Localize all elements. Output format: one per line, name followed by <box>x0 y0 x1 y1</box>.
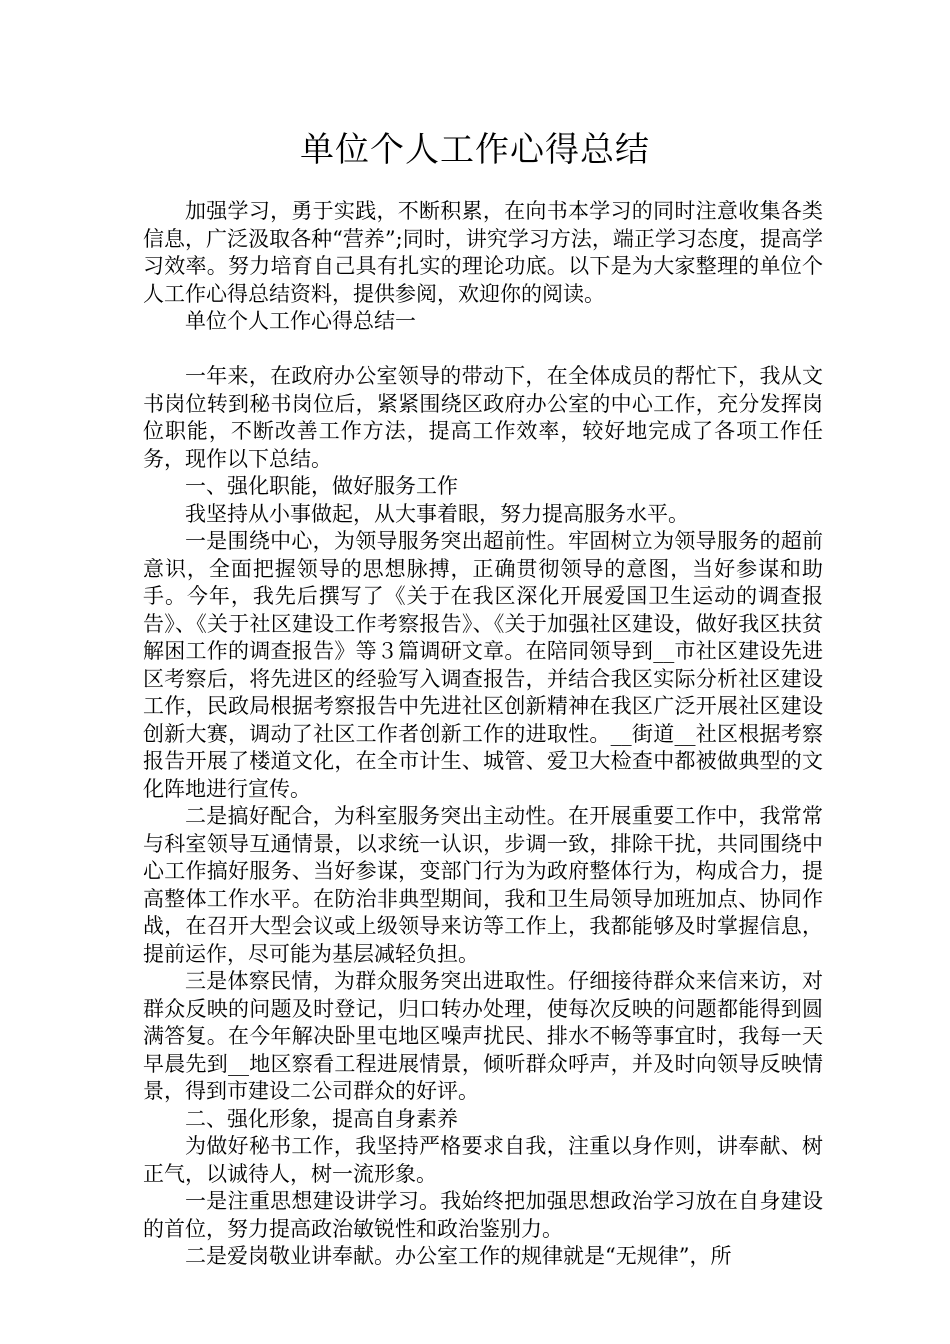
paragraph-secretary-requirements: 为做好秘书工作，我坚持严格要求自我，注重以身作则，讲奉献、树正气，以诚待人，树一流形象。 <box>143 1134 823 1186</box>
document-body <box>143 198 823 1271</box>
paragraph-overview: 一年来，在政府办公室领导的带动下，在全体成员的帮忙下，我从文书岗位转到秘书岗位后，紧紧围绕区政府办公室的中心工作，充分发挥岗位职能，不断改善工作方法，提高工作效率，较好地完成了各项工作任务，现作以下总结。 <box>143 364 823 471</box>
section-heading-part-one: 单位个人工作心得总结一 <box>185 309 416 333</box>
paragraph-ideological-study: 一是注重思想建设讲学习。我始终把加强思想政治学习放在自身建设的首位，努力提高政治敏锐性和政治鉴别力。 <box>143 1189 823 1241</box>
paragraph-service-level: 我坚持从小事做起，从大事着眼，努力提高服务水平。 <box>185 501 689 526</box>
section-heading-strengthen-image: 二、强化形象，提高自身素养 <box>185 1106 458 1131</box>
paragraph-third-point: 三是体察民情，为群众服务突出进取性。仔细接待群众来信来访，对群众反映的问题及时登记，归口转办处理，使每次反映的问题都能得到圆满答复。在今年解决卧里屯地区噪声扰民、排水不畅等事宜时，我每一天早晨先到__地区察看工程进展情景，倾听群众呼声，并及时向领导反映情景，得到市建设二公司群众的好评。 <box>143 969 823 1103</box>
paragraph-first-point: 一是围绕中心，为领导服务突出超前性。牢固树立为领导服务的超前意识，全面把握领导的思想脉搏，正确贯彻领导的意图，当好参谋和助手。今年，我先后撰写了《关于在我区深化开展爱国卫生运动的调查报告》、《关于社区建设工作考察报告》、《关于加强社区建设，做好我区扶贫解困工作的调查报告》等３篇调研文章。在陪同领导到__市社区建设先进区考察后，将先进区的经验写入调查报告，并结合我区实际分析社区建设工作，民政局根据考察报告中先进社区创新精神在我区广泛开展社区建设创新大赛，调动了社区工作者创新工作的进取性。__街道__社区根据考察报告开展了楼道文化，在全市计生、城管、爱卫大检查中都被做典型的文化阵地进行宣传。 <box>143 529 823 801</box>
paragraph-second-point: 二是搞好配合，为科室服务突出主动性。在开展重要工作中，我常常与科室领导互通情景，以求统一认识，步调一致，排除干扰，共同围绕中心工作搞好服务、当好参谋，变部门行为为政府整体行为，构成合力，提高整体工作水平。在防治非典型期间，我和卫生局领导加班加点、协同作战，在召开大型会议或上级领导来访等工作上，我都能够及时掌握信息，提前运作，尽可能为基层减轻负担。 <box>143 804 823 966</box>
document-title: 单位个人工作心得总结 <box>300 130 650 170</box>
paragraph-dedication: 二是爱岗敬业讲奉献。办公室工作的规律就是“无规律”，所 <box>185 1244 732 1268</box>
section-heading-strengthen-function: 一、强化职能，做好服务工作 <box>185 474 458 498</box>
blank-line <box>143 336 823 364</box>
paragraph-intro: 加强学习，勇于实践，不断积累，在向书本学习的同时注意收集各类信息，广泛汲取各种“营养”;同时，讲究学习方法，端正学习态度，提高学习效率。努力培育自己具有扎实的理论功底。以下是为大家整理的单位个人工作心得总结资料，提供参阅，欢迎你的阅读。 <box>143 199 823 306</box>
